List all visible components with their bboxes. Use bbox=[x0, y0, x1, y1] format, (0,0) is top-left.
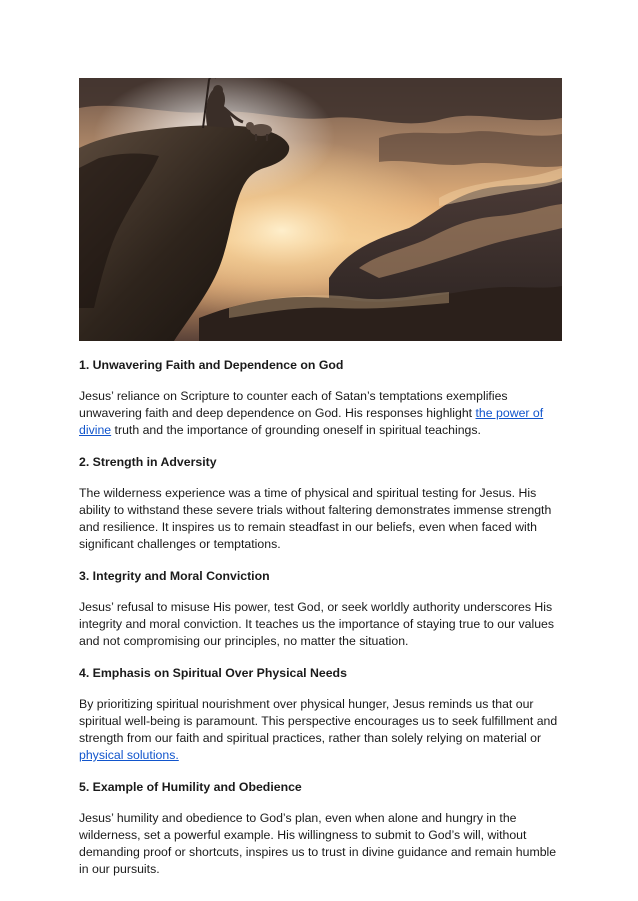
paragraph-text: Jesus’ reliance on Scripture to counter each of Satan’s temptations exemplifies unwavering faith and deep dependence on God. His responses highlight bbox=[79, 389, 508, 420]
article-body bbox=[79, 357, 563, 893]
section-heading: 3. Integrity and Moral Conviction bbox=[79, 569, 270, 583]
section-paragraph: Jesus’ humility and obedience to God’s plan, even when alone and hungry in the wilderness, set a powerful example. His willingness to submit to God’s will, without demanding proof or shortcuts, inspires us to trust in divine guidance and remain humble in our pursuits. bbox=[79, 811, 557, 876]
section-paragraph: The wilderness experience was a time of physical and spiritual testing for Jesus. His ability to withstand these severe trials without faltering demonstrates immense strength and resilience. It inspires us to remain steadfast in our beliefs, even when faced with significant challenges or temptations. bbox=[79, 486, 552, 551]
section-heading: 4. Emphasis on Spiritual Over Physical Needs bbox=[79, 666, 347, 680]
section-paragraph: Jesus’ refusal to misuse His power, test God, or seek worldly authority underscores His integrity and moral conviction. It teaches us the importance of staying true to our values and not compromising our principles, no matter the situation. bbox=[79, 600, 555, 648]
section-heading: 5. Example of Humility and Obedience bbox=[79, 780, 302, 794]
paragraph-text: By prioritizing spiritual nourishment over physical hunger, Jesus reminds us that our spiritual well-being is paramount. This perspective encourages us to seek fulfillment and strength from our faith and spiritual practices, rather than solely relying on material or bbox=[79, 697, 558, 745]
section-heading: 2. Strength in Adversity bbox=[79, 455, 217, 469]
section-paragraph bbox=[79, 696, 563, 764]
shepherd-on-cliff-illustration bbox=[79, 78, 562, 341]
hero-image bbox=[79, 78, 562, 341]
section-paragraph bbox=[79, 388, 563, 439]
paragraph-text: truth and the importance of grounding oneself in spiritual teachings. bbox=[111, 423, 481, 437]
section-heading: 1. Unwavering Faith and Dependence on God bbox=[79, 358, 344, 372]
link-the-power-of-divine[interactable]: the power of divine bbox=[79, 406, 544, 437]
link-physical-solutions[interactable]: physical solutions. bbox=[79, 748, 179, 762]
